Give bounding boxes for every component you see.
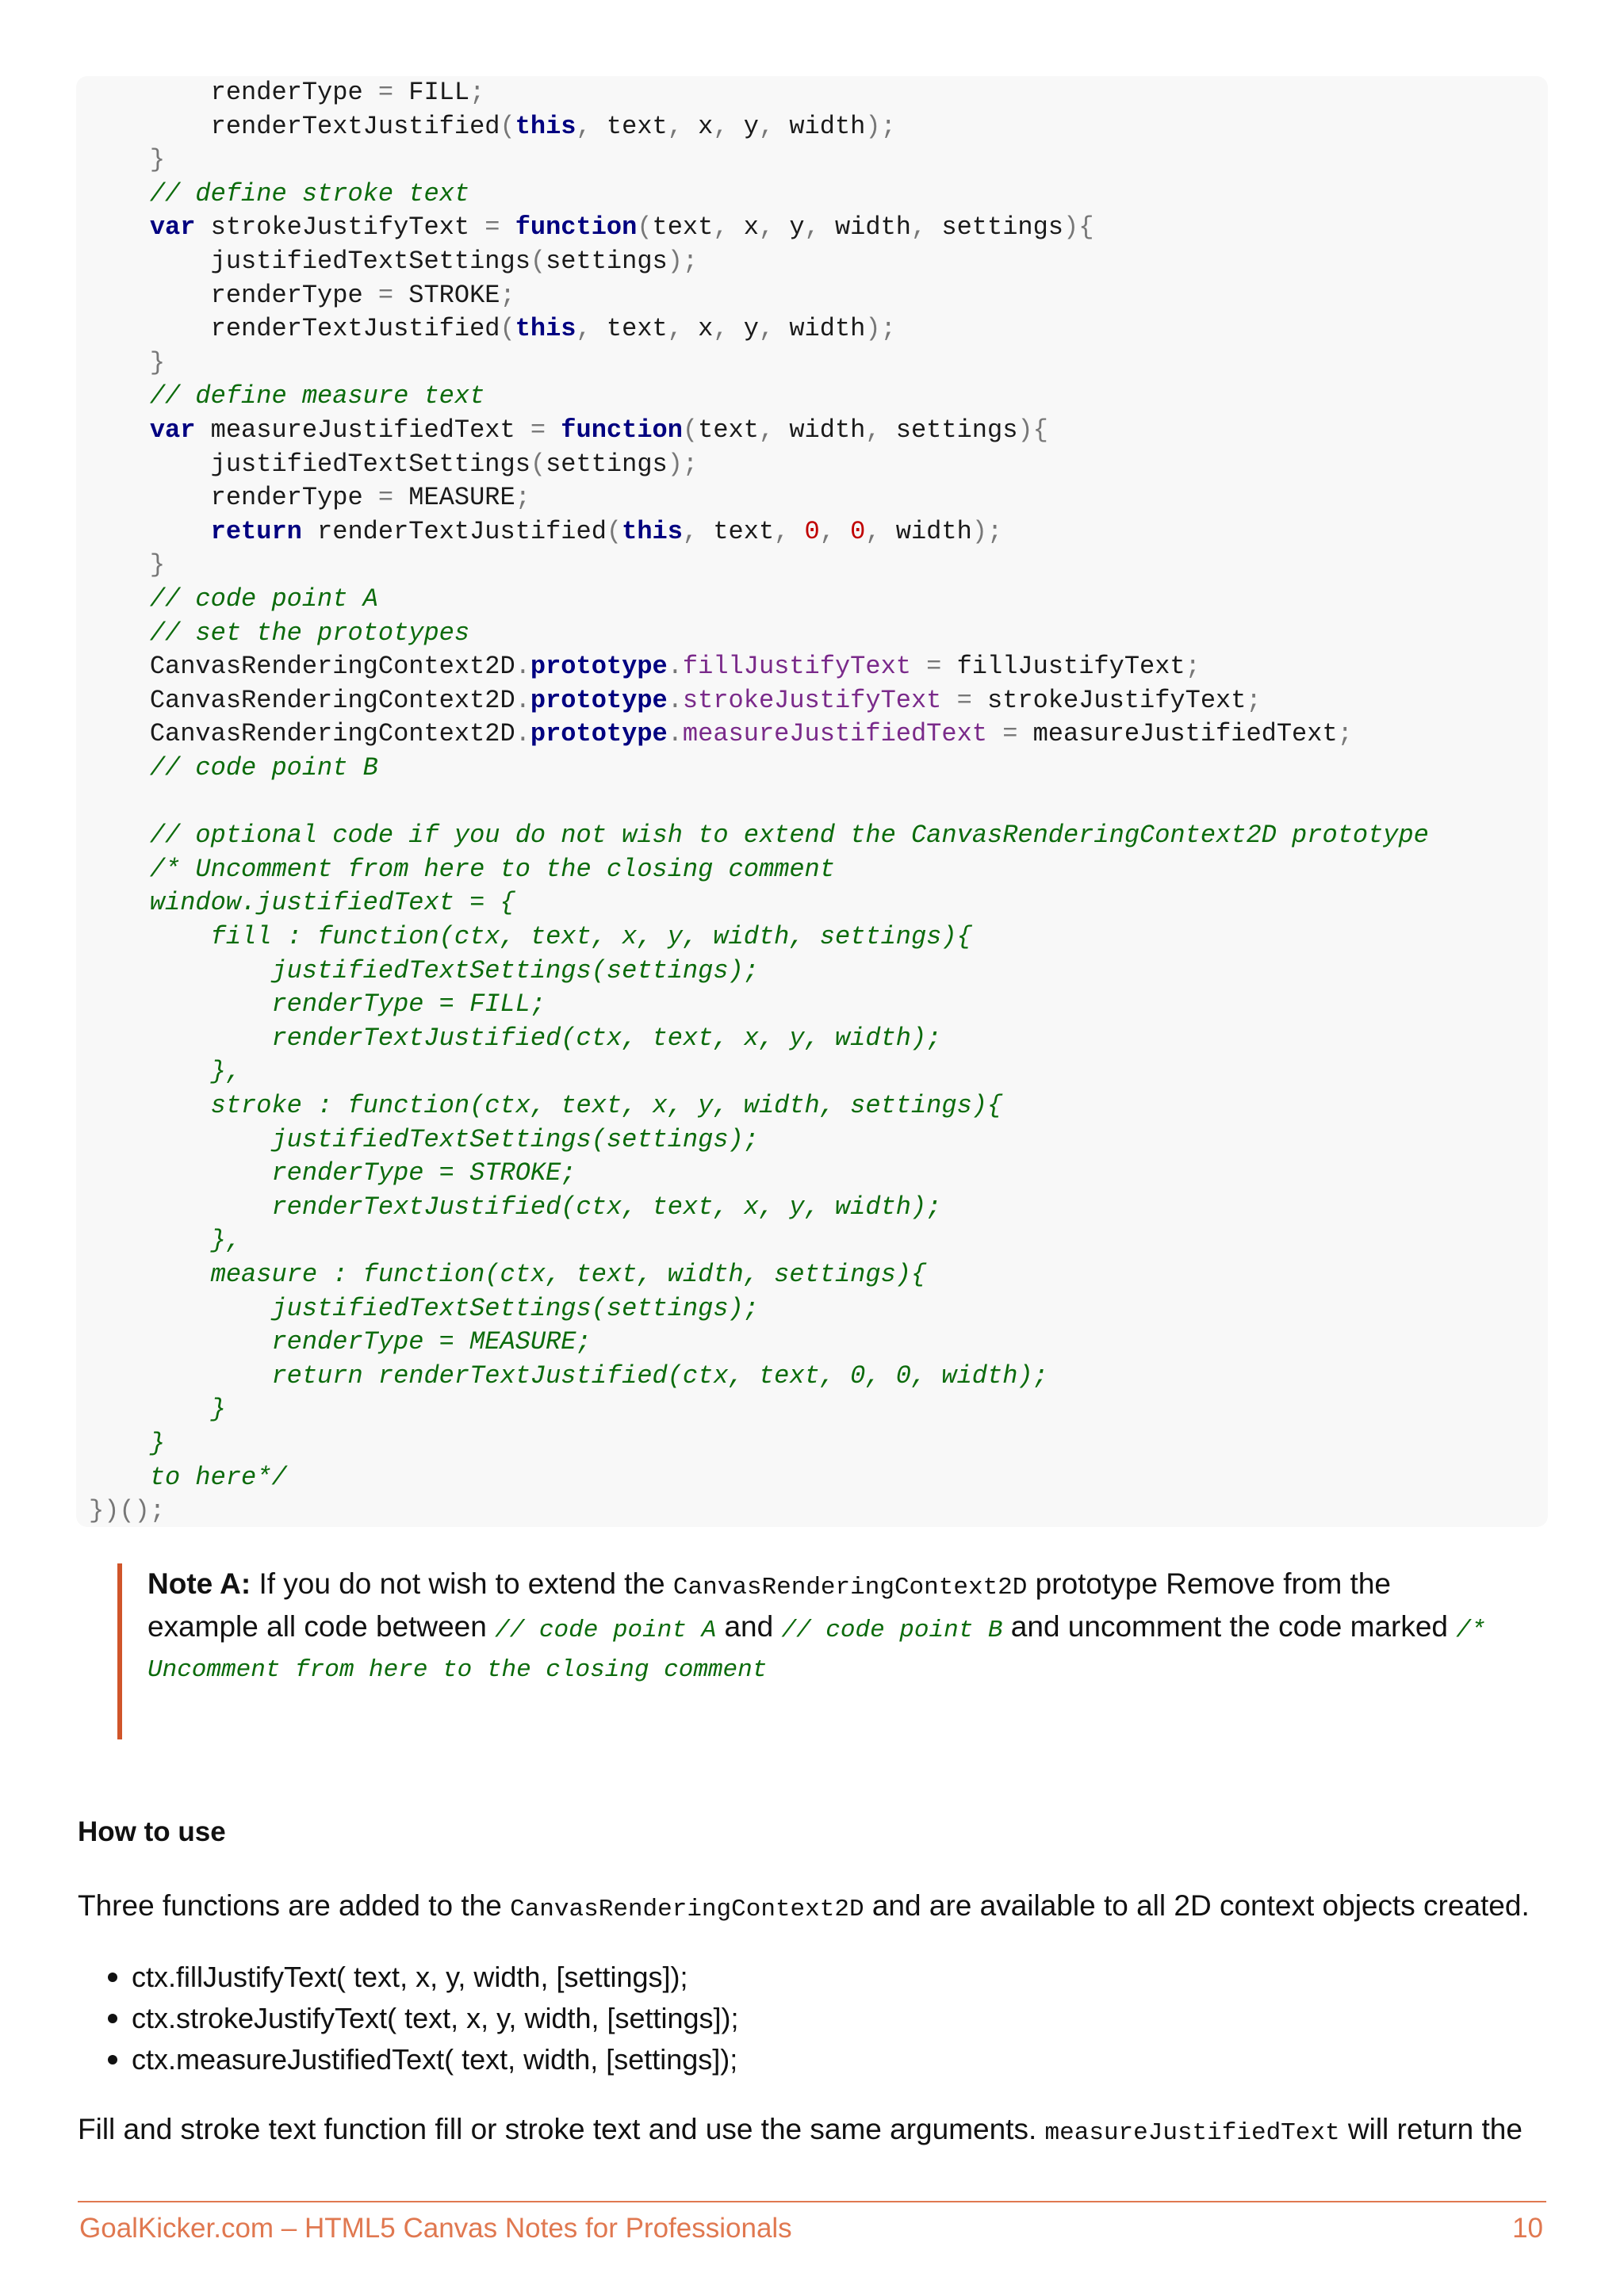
code-line	[76, 312, 1548, 346]
code-token: .	[667, 685, 683, 715]
code-token	[911, 652, 926, 681]
code-line	[76, 1224, 1548, 1257]
note-text: example all code between	[147, 1610, 496, 1643]
code-token: =	[377, 78, 394, 107]
code-token: x	[682, 314, 714, 344]
code-token: text	[591, 314, 668, 344]
code-token: justifiedTextSettings(settings);	[89, 1124, 759, 1154]
code-token	[500, 212, 515, 242]
code-token: ,	[865, 516, 881, 546]
note-text: If you do not wish to extend the	[251, 1567, 673, 1600]
code-token: strokeJustifyText	[195, 212, 485, 243]
note-text: and uncomment the code marked	[1002, 1610, 1457, 1643]
code-token: renderTextJustified(ctx, text, x, y, width);	[89, 1192, 942, 1222]
code-token: y	[728, 314, 759, 344]
code-token: text	[698, 516, 775, 546]
code-token: y	[728, 111, 759, 141]
code-token	[941, 686, 956, 715]
code-token: ,	[758, 111, 775, 141]
list-item: ctx.fillJustifyText( text, x, y, width, [settings]);	[132, 1957, 739, 1998]
code-line	[76, 583, 1548, 616]
code-line	[76, 76, 1548, 109]
code-token	[987, 719, 1002, 748]
final-text: Fill and stroke text function fill or stroke text and use the same arguments.	[78, 2113, 1045, 2145]
code-token: },	[89, 1057, 242, 1087]
code-token: settings	[546, 247, 668, 276]
code-token: prototype	[530, 685, 668, 715]
code-token: measureJustifiedText	[682, 719, 987, 749]
code-token: 0	[850, 516, 866, 546]
code-token: settings	[926, 212, 1063, 243]
code-line	[76, 380, 1548, 413]
code-token: (	[637, 212, 653, 243]
code-token: );	[865, 314, 896, 344]
code-token	[89, 517, 211, 546]
code-token: measureJustifiedText	[195, 415, 530, 445]
code-token: =	[530, 415, 546, 445]
code-token: ,	[758, 314, 775, 344]
code-token: STROKE	[393, 280, 500, 310]
code-token: strokeJustifyText	[971, 685, 1247, 715]
code-token: CanvasRenderingContext2D	[89, 652, 515, 682]
note-callout	[117, 1563, 1513, 1739]
code-token: }	[89, 347, 166, 377]
code-token: .	[515, 652, 530, 682]
code-token: =	[377, 483, 394, 513]
code-token: (	[500, 314, 515, 344]
code-token: .	[667, 719, 683, 749]
code-token: ,	[713, 111, 729, 141]
code-token: ;	[1246, 685, 1262, 715]
note-line-1	[147, 1563, 1391, 1609]
code-token: renderType	[89, 280, 378, 310]
code-line	[76, 955, 1548, 988]
code-token: measure : function(ctx, text, width, settings){	[89, 1260, 927, 1289]
code-token: ,	[865, 415, 881, 445]
code-token: fillJustifyText	[941, 652, 1185, 682]
code-line	[76, 1427, 1548, 1460]
code-line	[76, 211, 1548, 244]
code-token: renderType	[89, 483, 378, 513]
code-line	[76, 110, 1548, 144]
code-token: =	[956, 685, 972, 715]
code-token: );	[971, 516, 1003, 546]
code-line	[76, 1292, 1548, 1326]
note-line-2	[147, 1606, 1486, 1651]
code-token	[546, 415, 561, 445]
code-line	[76, 515, 1548, 549]
note-label: Note A:	[147, 1567, 251, 1600]
code-token: ,	[682, 516, 699, 546]
code-token: // set the prototypes	[89, 618, 470, 648]
code-token: function	[561, 415, 683, 445]
code-line	[76, 650, 1548, 683]
code-line	[76, 1022, 1548, 1055]
code-token: =	[926, 652, 942, 682]
code-token: var	[149, 415, 196, 445]
code-token: =	[485, 212, 500, 243]
code-line	[76, 1326, 1548, 1359]
code-line	[76, 1258, 1548, 1292]
note-inline-comment: // code point B	[781, 1617, 1003, 1644]
code-line	[76, 1055, 1548, 1089]
code-token: =	[377, 280, 394, 310]
footer-divider	[78, 2201, 1546, 2202]
code-token: ,	[910, 212, 927, 243]
code-token: FILL	[393, 78, 470, 107]
code-token: prototype	[530, 719, 668, 749]
code-token: ;	[1185, 652, 1201, 682]
code-token: renderTextJustified	[89, 111, 500, 141]
code-line	[76, 1191, 1548, 1224]
code-token: this	[515, 111, 576, 141]
code-line	[76, 346, 1548, 380]
code-line	[76, 481, 1548, 515]
code-line	[76, 617, 1548, 650]
code-token: width	[774, 415, 866, 445]
intro-paragraph	[78, 1885, 1530, 1931]
code-token: (	[530, 247, 546, 276]
code-token: }	[89, 1395, 226, 1425]
code-token: }	[89, 1429, 166, 1458]
function-list	[132, 1957, 739, 2080]
code-token: window.justifiedText = {	[89, 888, 515, 918]
code-line	[76, 886, 1548, 920]
code-token: (	[530, 449, 546, 479]
code-line	[76, 414, 1548, 447]
section-heading: How to use	[78, 1816, 226, 1847]
code-token: text	[652, 212, 714, 243]
code-token: this	[622, 516, 683, 546]
code-token: ,	[667, 111, 683, 141]
code-line	[76, 1089, 1548, 1123]
note-inline-code: CanvasRenderingContext2D	[672, 1574, 1028, 1601]
note-text: prototype Remove from the	[1027, 1567, 1391, 1600]
code-token: justifiedTextSettings(settings);	[89, 1293, 759, 1323]
code-token: renderType = STROKE;	[89, 1158, 576, 1188]
code-token: ,	[576, 111, 592, 141]
code-token: );	[667, 247, 699, 276]
code-token: justifiedTextSettings	[89, 247, 530, 276]
code-line	[76, 1393, 1548, 1426]
code-token: renderTextJustified	[89, 314, 500, 344]
code-token: (	[682, 415, 699, 445]
code-token: justifiedTextSettings(settings);	[89, 955, 759, 985]
code-token: );	[865, 111, 896, 141]
code-token: settings	[880, 415, 1018, 445]
code-token: ;	[1337, 719, 1353, 749]
code-line	[76, 853, 1548, 886]
code-token: renderTextJustified(ctx, text, x, y, width);	[89, 1023, 942, 1053]
code-token: return renderTextJustified(ctx, text, 0, 0, width);	[89, 1360, 1048, 1391]
code-token: fillJustifyText	[682, 652, 911, 682]
code-block	[76, 76, 1548, 1527]
code-token: renderTextJustified	[301, 516, 607, 546]
code-token: text	[591, 111, 668, 141]
code-token: // define stroke text	[89, 178, 470, 209]
code-token: (	[606, 516, 622, 546]
code-line	[76, 1461, 1548, 1494]
code-token: (	[500, 111, 515, 141]
code-token: }	[89, 550, 166, 580]
code-token: // optional code if you do not wish to extend the CanvasRenderingContext2D prototype	[89, 821, 1429, 851]
final-text: will return the	[1339, 2113, 1522, 2145]
code-token: ,	[819, 516, 835, 546]
code-token: );	[667, 449, 699, 479]
code-token: var	[149, 212, 196, 243]
code-line	[76, 684, 1548, 718]
code-token: return	[210, 516, 302, 546]
code-token: ,	[804, 212, 820, 243]
code-token: ,	[758, 212, 775, 243]
code-token: ,	[576, 314, 592, 344]
code-token: ,	[758, 415, 775, 445]
code-token: to here*/	[89, 1462, 287, 1492]
code-line	[76, 786, 1548, 819]
page-number: 10	[1512, 2213, 1543, 2244]
code-token: ,	[667, 314, 683, 344]
code-token: x	[728, 212, 759, 243]
code-line	[76, 448, 1548, 481]
code-line	[76, 920, 1548, 954]
code-token: /* Uncomment from here to the closing comment	[89, 854, 835, 884]
code-token: ,	[713, 212, 729, 243]
code-token: CanvasRenderingContext2D	[89, 685, 515, 715]
code-token: =	[1002, 719, 1018, 749]
note-inline-comment: // code point A	[495, 1617, 717, 1644]
final-inline-code: measureJustifiedText	[1044, 2119, 1340, 2147]
code-token: CanvasRenderingContext2D	[89, 719, 515, 749]
code-token	[89, 415, 150, 445]
intro-text: Three functions are added to the	[78, 1889, 511, 1922]
code-line	[76, 718, 1548, 751]
code-line	[76, 1494, 1548, 1528]
code-line	[76, 1123, 1548, 1157]
code-token: width	[774, 111, 866, 141]
code-token: // define measure text	[89, 381, 485, 411]
code-token: fill : function(ctx, text, x, y, width, settings){	[89, 922, 972, 951]
code-token: prototype	[530, 652, 668, 682]
code-token: settings	[546, 449, 668, 479]
code-line	[76, 549, 1548, 582]
code-token: renderType	[89, 78, 378, 107]
code-line	[76, 1360, 1548, 1393]
code-token: width	[774, 314, 866, 344]
intro-inline-code: CanvasRenderingContext2D	[510, 1896, 864, 1923]
code-token: renderType = MEASURE;	[89, 1327, 592, 1357]
code-token: ){	[1017, 415, 1048, 445]
code-token: function	[515, 212, 638, 243]
code-token: MEASURE	[393, 483, 515, 513]
code-line	[76, 279, 1548, 312]
code-token: y	[774, 212, 805, 243]
code-token: .	[515, 719, 530, 749]
code-token: strokeJustifyText	[682, 685, 942, 715]
footer-title: GoalKicker.com – HTML5 Canvas Notes for Professionals	[79, 2213, 792, 2244]
code-token: justifiedTextSettings	[89, 449, 530, 479]
code-token: x	[682, 111, 714, 141]
code-line	[76, 178, 1548, 211]
code-token: ){	[1063, 212, 1094, 243]
list-item: ctx.measureJustifiedText( text, width, [settings]);	[132, 2039, 739, 2080]
code-line	[76, 245, 1548, 278]
code-token: })();	[89, 1496, 166, 1526]
code-token: ,	[713, 314, 729, 344]
note-inline-comment: Uncomment from here to the closing comment	[147, 1656, 768, 1684]
code-token: this	[515, 314, 576, 344]
note-line-3	[147, 1646, 767, 1691]
code-token	[89, 212, 150, 242]
code-token: ;	[500, 280, 515, 310]
code-token: ;	[469, 78, 485, 107]
code-token: ;	[515, 483, 530, 513]
code-line	[76, 1157, 1548, 1190]
code-token: width	[880, 516, 972, 546]
code-line	[76, 819, 1548, 852]
code-token: },	[89, 1226, 242, 1256]
code-token: width	[819, 212, 911, 243]
code-token	[789, 517, 804, 546]
code-token: .	[515, 685, 530, 715]
code-line	[76, 144, 1548, 177]
code-token: // code point A	[89, 584, 378, 614]
code-line	[76, 988, 1548, 1021]
code-line	[76, 752, 1548, 785]
intro-text: and are available to all 2D context objects created.	[864, 1889, 1530, 1922]
code-token: // code point B	[89, 753, 378, 783]
list-item: ctx.strokeJustifyText( text, x, y, width, [settings]);	[132, 1998, 739, 2039]
code-token: text	[698, 415, 759, 445]
code-token: .	[667, 652, 683, 682]
code-token: measureJustifiedText	[1017, 719, 1338, 749]
code-token: }	[89, 145, 166, 175]
code-token: 0	[804, 516, 820, 546]
code-token: stroke : function(ctx, text, x, y, width, settings){	[89, 1091, 1003, 1120]
note-text: and	[716, 1610, 782, 1643]
note-inline-comment: /*	[1456, 1617, 1486, 1644]
code-token: renderType = FILL;	[89, 989, 546, 1020]
final-paragraph	[78, 2109, 1522, 2154]
code-token: ,	[774, 516, 790, 546]
code-token	[835, 517, 850, 546]
